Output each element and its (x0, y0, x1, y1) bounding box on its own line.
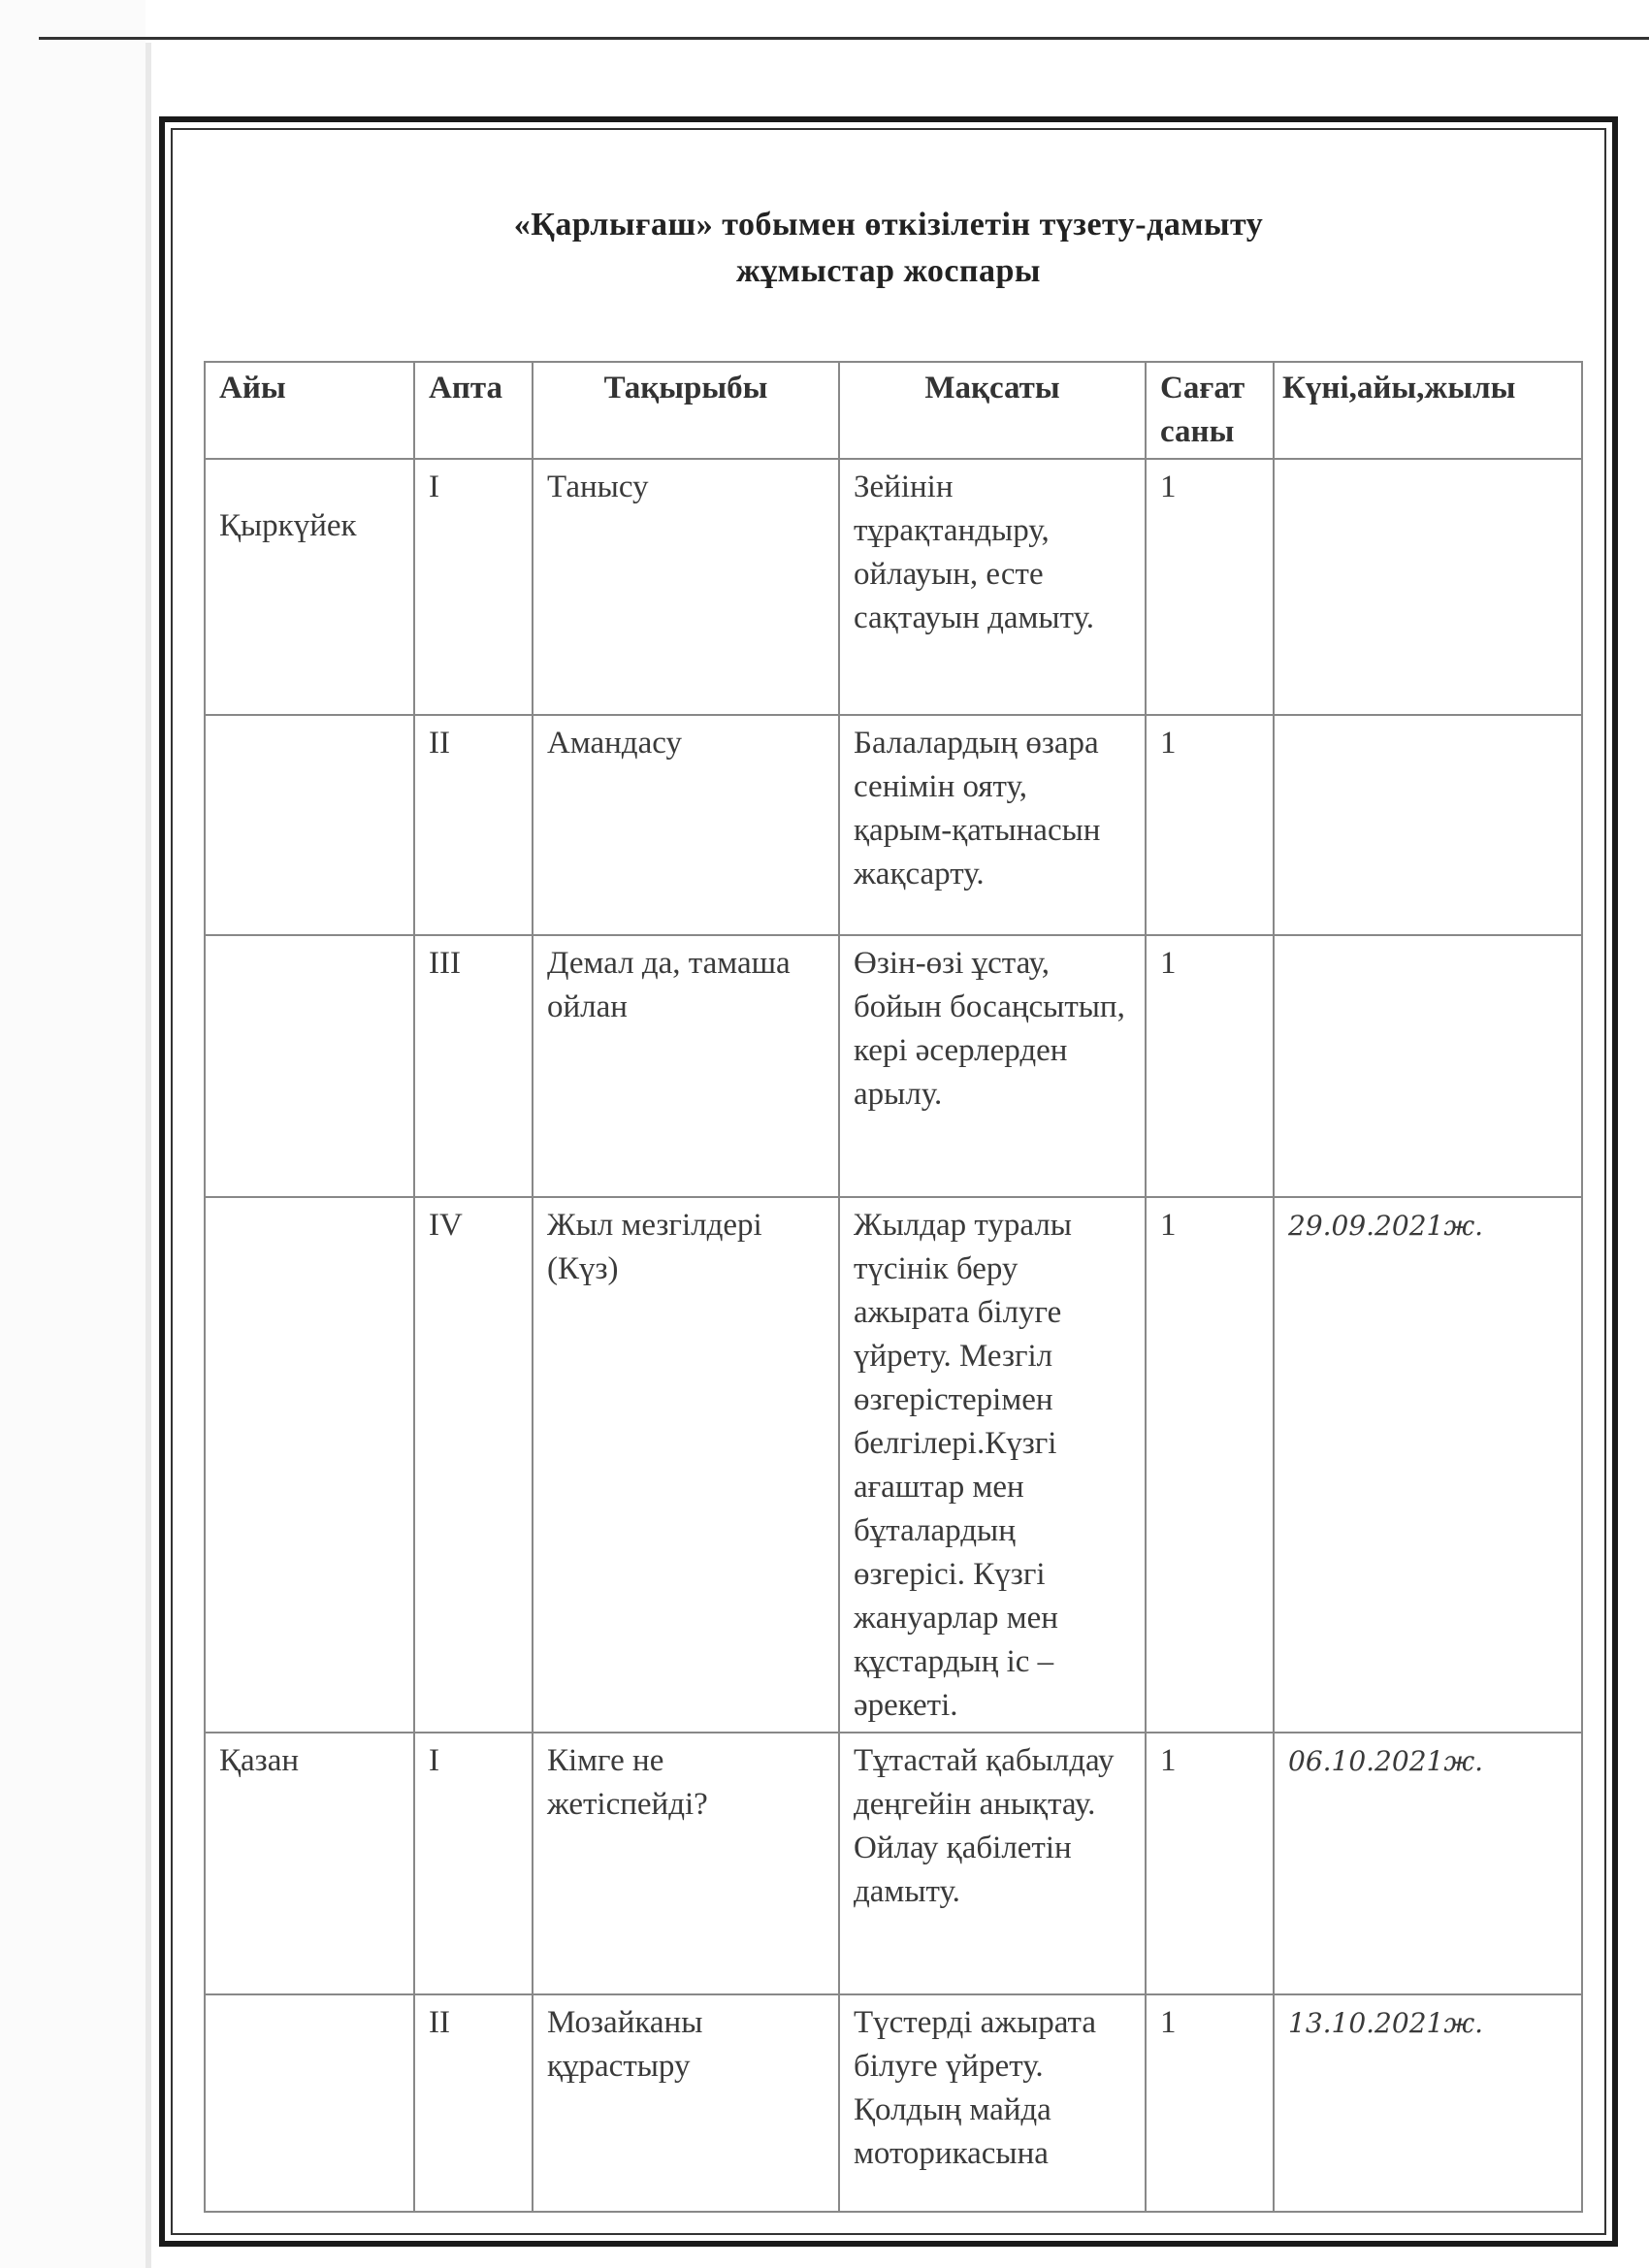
scan-top-edge (39, 37, 1649, 40)
month-cell-empty (205, 1197, 414, 1733)
month-cell-empty (205, 715, 414, 935)
goal-cell: Өзін-өзі ұстау, бойын босаңсытып, кері әсерлерден арылу. (839, 935, 1146, 1197)
header-date: Күні,айы,жылы (1274, 362, 1582, 459)
date-cell (1274, 935, 1582, 1197)
week-cell: III (414, 935, 533, 1197)
topic-cell: Демал да, тамаша ойлан (533, 935, 839, 1197)
topic-cell: Кімге не жетіспейді? (533, 1733, 839, 1994)
hours-cell: 1 (1146, 459, 1274, 715)
date-cell: 06.10.2021ж. (1274, 1733, 1582, 1994)
hours-cell: 1 (1146, 1733, 1274, 1994)
table-row (205, 715, 1582, 935)
goal-cell: Жылдар туралы түсінік беру ажырата білуге үйрету. Мезгіл өзгерістерімен белгілері.Күзгі ағаштар мен бұталардың өзгерісі. Күзгі жануарлар мен құстардың іс – әрекеті. (839, 1197, 1146, 1733)
topic-cell: Жыл мезгілдері (Күз) (533, 1197, 839, 1733)
week-cell: I (414, 459, 533, 715)
hours-cell: 1 (1146, 1994, 1274, 2212)
week-cell: I (414, 1733, 533, 1994)
table-row (205, 1994, 1582, 2212)
table-row (205, 1733, 1582, 1994)
topic-cell: Мозайканы құрастыру (533, 1994, 839, 2212)
header-week: Апта (414, 362, 533, 459)
table-header-row (205, 362, 1582, 459)
week-cell: IV (414, 1197, 533, 1733)
document-title-line-1: «Қарлығаш» тобымен өткізілетін түзету-дамыту (513, 207, 1264, 243)
month-cell-empty (205, 935, 414, 1197)
header-hours: Сағат саны (1146, 362, 1274, 459)
header-month: Айы (205, 362, 414, 459)
goal-cell: Балалардың өзара сенімін ояту, қарым-қатынасын жақсарту. (839, 715, 1146, 935)
date-cell: 29.09.2021ж. (1274, 1197, 1582, 1733)
hours-cell: 1 (1146, 935, 1274, 1197)
topic-cell: Амандасу (533, 715, 839, 935)
date-cell: 13.10.2021ж. (1274, 1994, 1582, 2212)
work-plan-table (204, 361, 1583, 2213)
hours-cell: 1 (1146, 715, 1274, 935)
table-row (205, 459, 1582, 715)
date-cell (1274, 459, 1582, 715)
goal-cell: Түстерді ажырата білуге үйрету. Қолдың майда моторикасына (839, 1994, 1146, 2212)
month-label: Қыркүйек (219, 508, 357, 543)
scan-left-edge (146, 43, 151, 2268)
date-cell (1274, 715, 1582, 935)
document-title-line-2: жұмыстар жоспары (736, 253, 1041, 289)
month-label: Қазан (219, 1743, 300, 1778)
week-cell: II (414, 715, 533, 935)
goal-cell: Зейінін тұрақтандыру, ойлауын, есте сақтауын дамыту. (839, 459, 1146, 715)
topic-cell: Танысу (533, 459, 839, 715)
month-cell-october (205, 1733, 414, 1994)
month-cell-empty (205, 1994, 414, 2212)
week-cell: II (414, 1994, 533, 2212)
table-row (205, 935, 1582, 1197)
month-cell-september (205, 459, 414, 715)
header-topic: Тақырыбы (533, 362, 839, 459)
scan-margin (0, 0, 146, 2268)
goal-cell: Тұтастай қабылдау деңгейін анықтау. Ойлау қабілетін дамыту. (839, 1733, 1146, 1994)
header-goal: Мақсаты (839, 362, 1146, 459)
hours-cell: 1 (1146, 1197, 1274, 1733)
table-row (205, 1197, 1582, 1733)
